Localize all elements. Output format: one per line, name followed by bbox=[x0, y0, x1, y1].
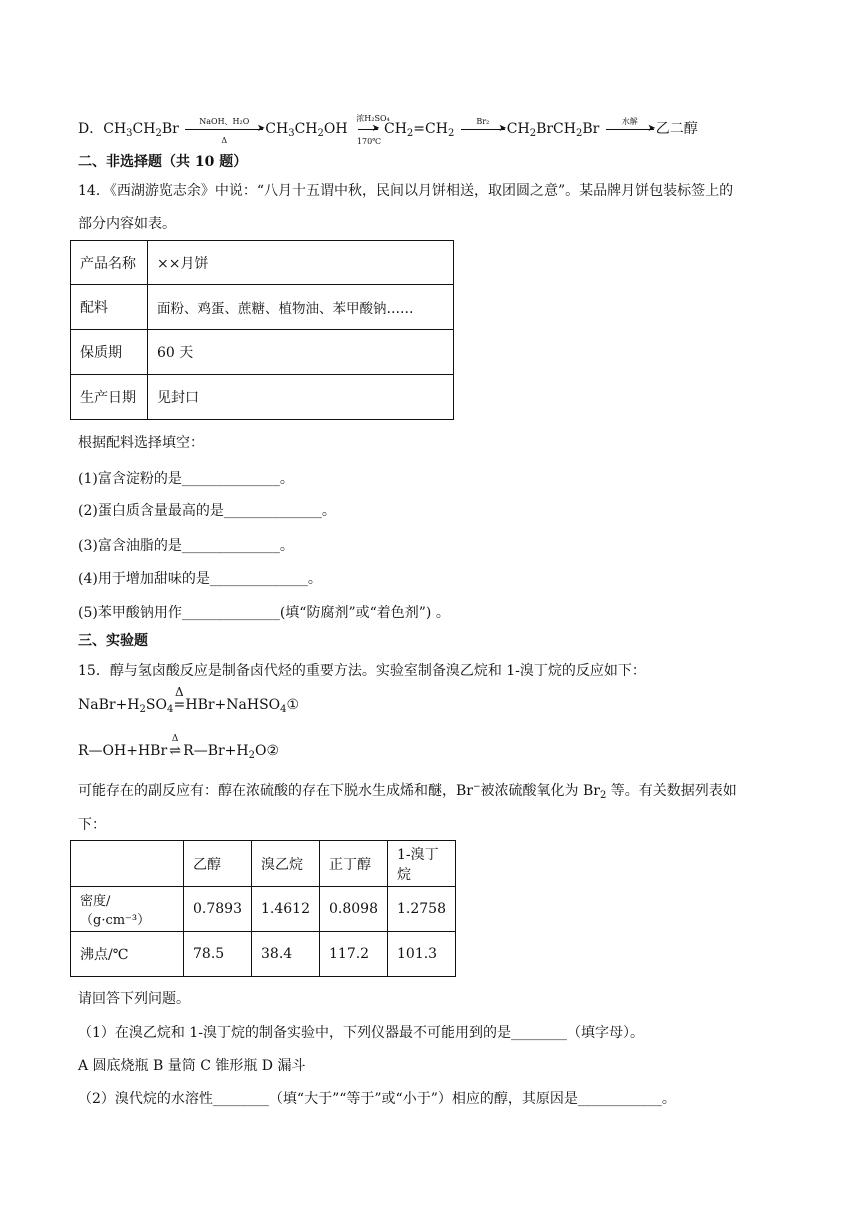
table-row bbox=[71, 330, 454, 375]
table-cell: 见封口 bbox=[148, 375, 454, 420]
table-cell: 0.7893 bbox=[184, 887, 252, 932]
table-header-cell: 1-溴丁烷 bbox=[388, 841, 456, 887]
table-row bbox=[71, 285, 454, 330]
arrow-head-icon: ➤ bbox=[647, 123, 656, 134]
heat-symbol: Δ bbox=[171, 734, 179, 744]
formula-text: CH bbox=[103, 121, 127, 137]
subscript: 2 bbox=[575, 128, 583, 139]
subscript: 2 bbox=[447, 128, 455, 139]
q14-part5: (5)苯甲酸钠用作______________(填“防腐剂”或“着色剂”) 。 bbox=[78, 605, 450, 621]
side-reaction-text bbox=[78, 780, 737, 800]
arrow-condition-top: 浓H₂SO₄ bbox=[356, 114, 390, 123]
table-header-cell: 乙醇 bbox=[184, 841, 252, 887]
formula-text: O② bbox=[255, 743, 280, 759]
reversible-arrow bbox=[167, 734, 183, 759]
superscript: − bbox=[472, 782, 481, 792]
arrow-head-icon: ➤ bbox=[256, 123, 266, 134]
table-cell: 78.5 bbox=[184, 932, 252, 977]
equilibrium-arrows-icon: ⇌ bbox=[169, 743, 182, 759]
mooncake-label-table bbox=[70, 240, 454, 420]
paragraph-text: 可能存在的副反应有：醇在浓硫酸的存在下脱水生成烯和醚，Br bbox=[78, 783, 473, 799]
table-header-cell: 溴乙烷 bbox=[252, 841, 320, 887]
subscript: 2 bbox=[406, 128, 414, 139]
reaction-arrow-4 bbox=[606, 117, 656, 134]
q14-instruction: 根据配料选择填空： bbox=[78, 435, 204, 451]
table-cell: 产品名称 bbox=[71, 241, 148, 285]
formula-text: HBr+NaHSO bbox=[185, 697, 281, 713]
table-cell: ××月饼 bbox=[148, 241, 454, 285]
q14-stem-line1: 14．《西湖游览志余》中说：“八月十五谓中秋，民间以月饼相送，取团圆之意”。某品牌月饼包装标签上的 bbox=[78, 183, 734, 199]
subscript: 2 bbox=[155, 128, 162, 139]
table-row bbox=[71, 887, 456, 932]
heating-equals bbox=[173, 685, 186, 713]
q15-ask: 请回答下列问题。 bbox=[78, 991, 190, 1007]
formula-text: BrCH bbox=[536, 121, 576, 137]
arrow-condition-bottom: 170℃ bbox=[356, 137, 382, 146]
subscript: 3 bbox=[126, 128, 133, 139]
subscript: 4 bbox=[280, 704, 287, 715]
arrow-condition-top: 水解 bbox=[621, 117, 638, 126]
table-row bbox=[71, 932, 456, 977]
subscript: 3 bbox=[288, 128, 295, 139]
q14-part4: (4)用于增加甜味的是______________。 bbox=[78, 571, 322, 587]
table-row bbox=[71, 375, 454, 420]
table-cell: 面粉、鸡蛋、蔗糖、植物油、苯甲酸钠…… bbox=[148, 285, 454, 330]
reaction-arrow-2 bbox=[356, 114, 390, 146]
formula-text: Br bbox=[161, 121, 179, 137]
arrow-head-icon: ➤ bbox=[498, 123, 507, 134]
subscript: 2 bbox=[248, 750, 255, 761]
formula-text: R—Br+H bbox=[183, 743, 249, 759]
table-header-cell bbox=[71, 841, 184, 887]
q14-part1: (1)富含淀粉的是______________。 bbox=[78, 471, 294, 487]
equation-number: ① bbox=[286, 697, 300, 713]
side-reaction-text-line2: 下： bbox=[78, 817, 106, 833]
equals-sign: = bbox=[173, 697, 186, 713]
table-cell: 保质期 bbox=[71, 330, 148, 375]
q14-part3: (3)富含油脂的是______________。 bbox=[78, 538, 294, 554]
subscript: 4 bbox=[166, 704, 174, 715]
paragraph-text: 被浓硫酸氧化为 Br bbox=[480, 783, 600, 799]
table-cell: 密度/（g·cm⁻³） bbox=[71, 887, 184, 932]
table-cell: 沸点/℃ bbox=[71, 932, 184, 977]
subscript: 2 bbox=[529, 128, 537, 139]
section-heading-nonchoice: 二、非选择题（共 10 题） bbox=[78, 154, 248, 170]
formula-text: NaBr+H bbox=[78, 697, 140, 713]
subscript: 2 bbox=[139, 704, 146, 715]
q14-part2: (2)蛋白质含量最高的是______________。 bbox=[78, 503, 336, 519]
reaction-arrow-3 bbox=[461, 117, 507, 134]
formula-text: OH bbox=[323, 121, 348, 137]
formula-text: CH bbox=[384, 121, 407, 137]
equation-2 bbox=[78, 734, 280, 761]
q14-stem-line2: 部分内容如表。 bbox=[78, 216, 176, 232]
formula-text: 乙二醇 bbox=[655, 121, 698, 137]
equation-1 bbox=[78, 685, 300, 715]
option-label: D． bbox=[78, 121, 104, 137]
table-cell: 117.2 bbox=[320, 932, 388, 977]
table-cell: 38.4 bbox=[252, 932, 320, 977]
formula-text: =CH bbox=[413, 121, 448, 137]
formula-text: CH bbox=[506, 121, 530, 137]
subscript: 2 bbox=[317, 128, 324, 139]
formula-text: CH bbox=[132, 121, 156, 137]
reaction-arrow-1 bbox=[185, 117, 266, 145]
q15-part1: （1）在溴乙烷和 1-溴丁烷的制备实验中，下列仪器最不可能用到的是________（填字母）。 bbox=[78, 1025, 644, 1041]
table-cell: 1.4612 bbox=[252, 887, 320, 932]
arrow-head-icon: ➤ bbox=[371, 123, 380, 134]
formula-text: R—OH+HBr bbox=[78, 743, 168, 759]
q15-stem: 15．醇与氢卤酸反应是制备卤代烃的重要方法。实验室制备溴乙烷和 1-溴丁烷的反应如下： bbox=[78, 663, 646, 679]
table-row bbox=[71, 241, 454, 285]
formula-text: CH bbox=[265, 121, 289, 137]
table-cell: 1.2758 bbox=[388, 887, 456, 932]
arrow-line bbox=[185, 129, 263, 130]
option-d-reaction bbox=[78, 114, 698, 146]
physical-data-table bbox=[70, 840, 456, 977]
table-cell: 0.8098 bbox=[320, 887, 388, 932]
table-cell: 101.3 bbox=[388, 932, 456, 977]
q15-part1-options: A 圆底烧瓶 B 量筒 C 锥形瓶 D 漏斗 bbox=[78, 1058, 306, 1074]
heat-symbol: Δ bbox=[175, 685, 184, 699]
formula-text: SO bbox=[145, 697, 167, 713]
arrow-condition-bottom: Δ bbox=[221, 136, 228, 145]
formula-text: CH bbox=[294, 121, 318, 137]
q15-part2: （2）溴代烷的水溶性________（填“大于”“等于”或“小于”）相应的醇，其原因是____________。 bbox=[78, 1091, 676, 1107]
paragraph-text: 等。有关数据列表如 bbox=[606, 783, 737, 799]
arrow-condition-top: Br₂ bbox=[476, 117, 490, 126]
table-header-row bbox=[71, 841, 456, 887]
formula-text: Br bbox=[582, 121, 600, 137]
subscript: 2 bbox=[599, 790, 607, 801]
table-cell: 60 天 bbox=[148, 330, 454, 375]
section-heading-experiment: 三、实验题 bbox=[78, 633, 148, 649]
arrow-condition-top: NaOH、H₂O bbox=[199, 117, 250, 126]
table-cell: 配料 bbox=[71, 285, 148, 330]
table-header-cell: 正丁醇 bbox=[320, 841, 388, 887]
table-cell: 生产日期 bbox=[71, 375, 148, 420]
